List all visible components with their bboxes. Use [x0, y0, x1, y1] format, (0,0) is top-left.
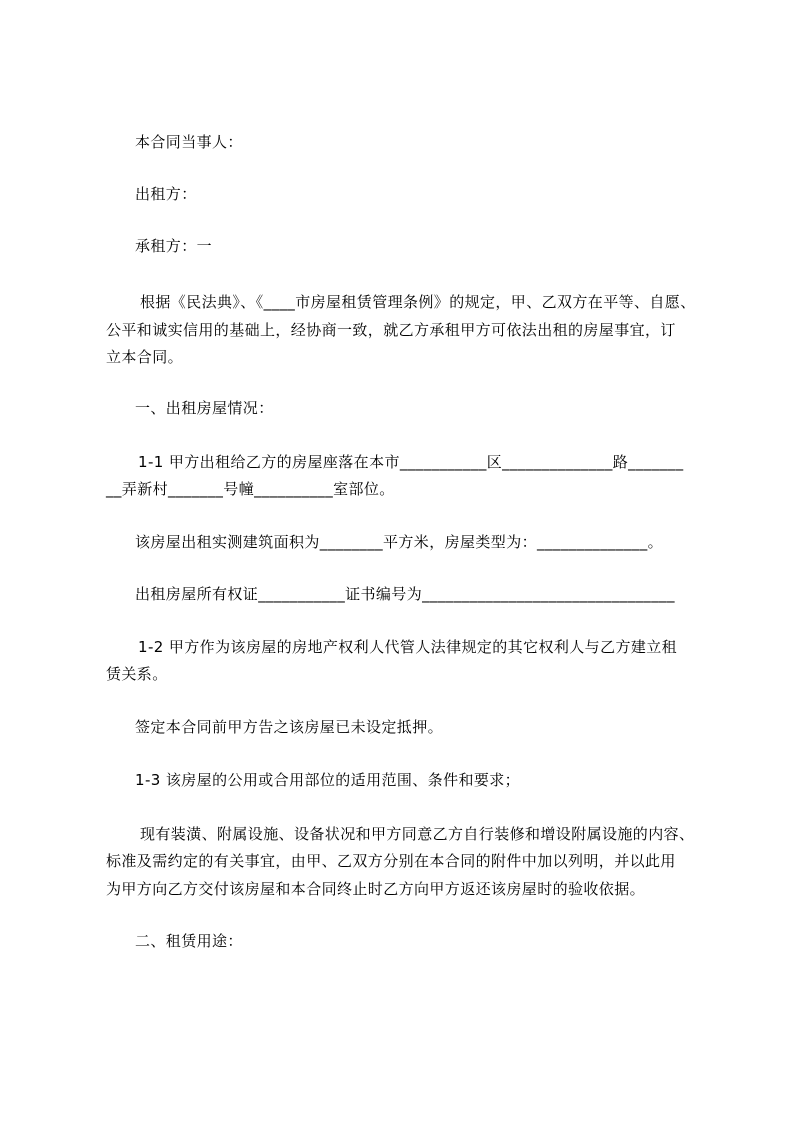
- clause-1-2-line-2: 赁关系。: [106, 665, 168, 683]
- fixtures-line-2: 标准及需约定的有关事宜，由甲、乙双方分别在本合同的附件中加以列明，并以此用: [106, 852, 676, 870]
- mortgage-line: 签定本合同前甲方告之该房屋已未设定抵押。: [135, 718, 444, 736]
- clause-1-1-line-1: 1-1 甲方出租给乙方的房屋座落在本市___________区______________路_______: [138, 453, 684, 471]
- parties-heading: 本合同当事人：: [135, 133, 243, 151]
- section-2-title: 二、租赁用途：: [135, 932, 243, 950]
- fixtures-line-1: 现有装潢、附属设施、设备状况和甲方同意乙方自行装修和增设附属设施的内容、: [140, 825, 695, 843]
- intro-line-3: 立本合同。: [106, 348, 184, 366]
- lessor-label: 出租方：: [135, 185, 197, 203]
- clause-1-2-line-1: 1-2 甲方作为该房屋的房地产权利人代管人法律规定的其它权利人与乙方建立租: [138, 638, 678, 656]
- area-line: 该房屋出租实测建筑面积为________平方米，房屋类型为：______________。: [135, 533, 664, 551]
- section-1-title: 一、出租房屋情况：: [135, 399, 274, 417]
- clause-1-1-line-2: __弄新村_______号幢__________室部位。: [106, 480, 395, 498]
- intro-line-2: 公平和诚实信用的基础上，经协商一致，就乙方承租甲方可依法出租的房屋事宜，订: [106, 321, 676, 339]
- lessee-label: 承租方：一: [135, 237, 213, 255]
- clause-1-3: 1-3 该房屋的公用或合用部位的适用范围、条件和要求；: [135, 771, 521, 789]
- fixtures-line-3: 为甲方向乙方交付该房屋和本合同终止时乙方向甲方返还该房屋时的验收依据。: [106, 880, 646, 898]
- certificate-line: 出租房屋所有权证___________证书编号为________________________________: [135, 585, 675, 603]
- intro-line-1: 根据《民法典》、《____市房屋租赁管理条例》的规定，甲、乙双方在平等、自愿、: [140, 293, 696, 311]
